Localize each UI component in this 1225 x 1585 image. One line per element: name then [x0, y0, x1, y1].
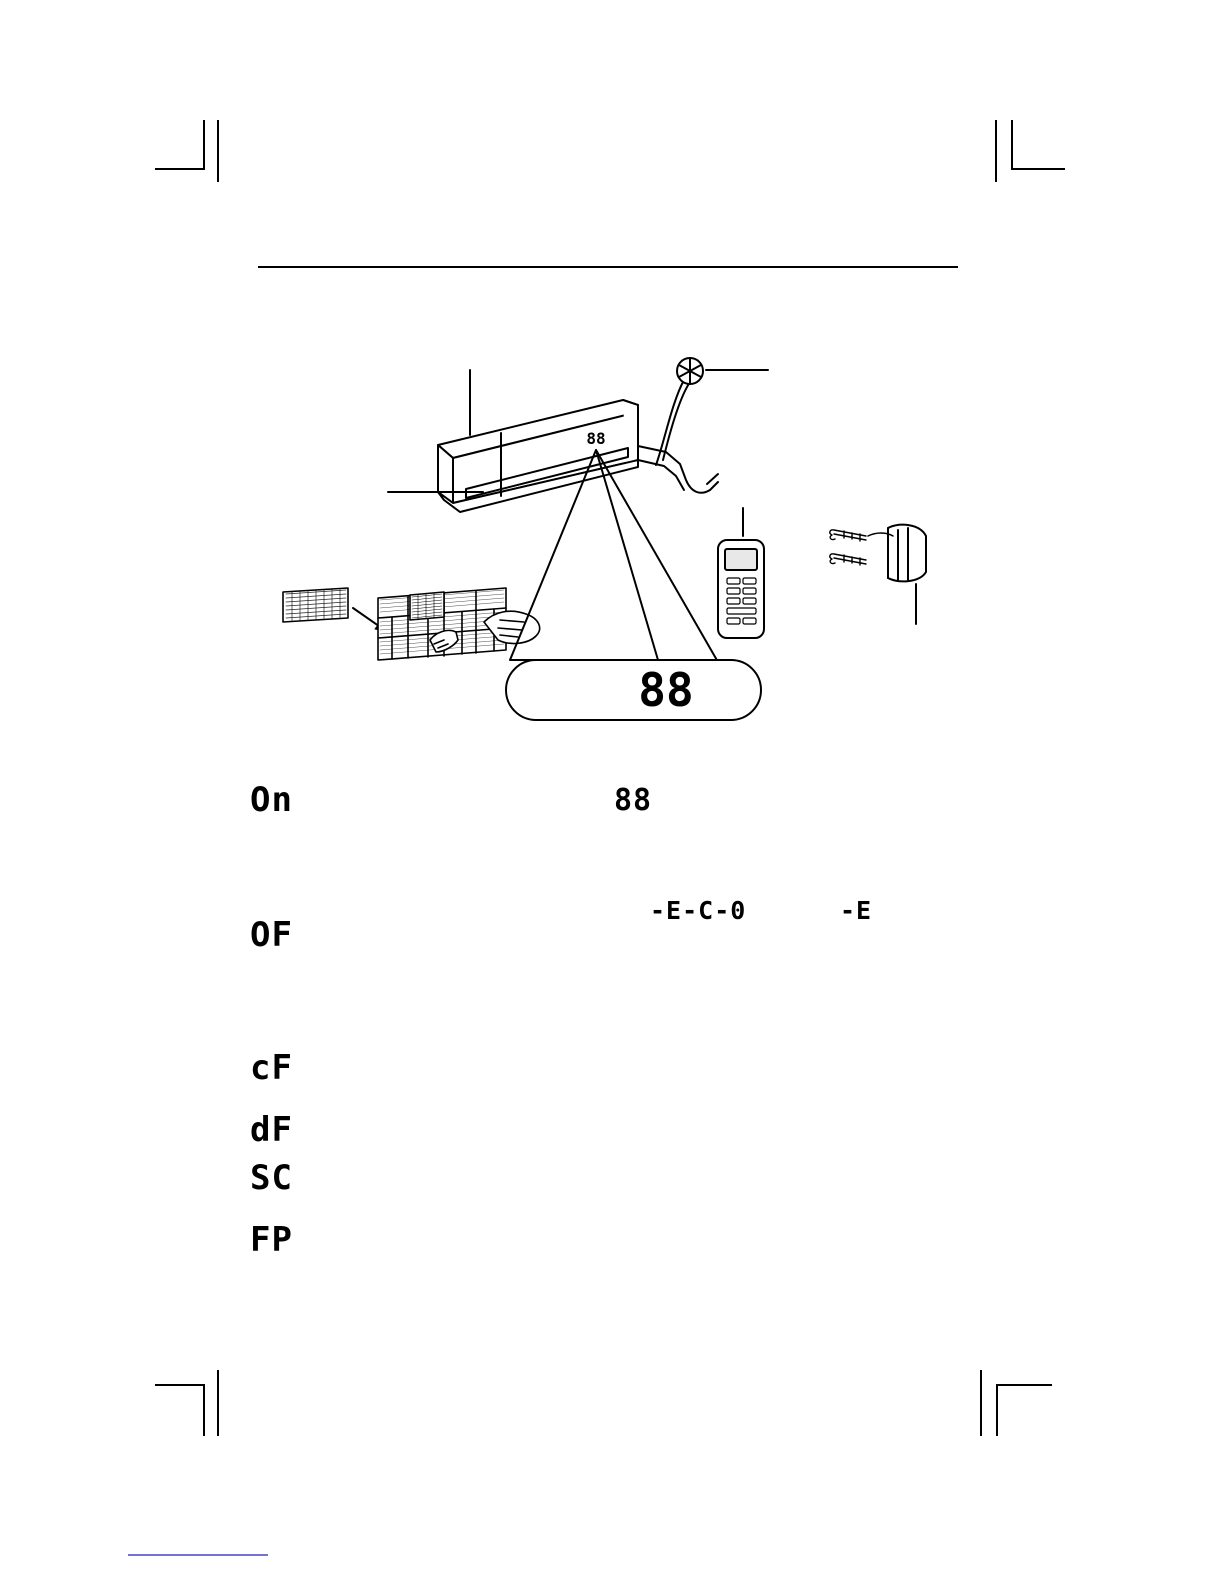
code-df: dF — [250, 1110, 293, 1150]
code-sc: SC — [250, 1158, 293, 1198]
crop-mark-bottom-right — [970, 1370, 1060, 1440]
crop-mark-top-left — [155, 120, 225, 180]
code-e: -E — [840, 896, 873, 925]
page-bottom-marker — [128, 1554, 268, 1556]
installation-figure-svg — [248, 340, 978, 770]
svg-text:88: 88 — [638, 663, 694, 717]
svg-text:88: 88 — [586, 429, 606, 448]
installation-figure — [248, 340, 978, 770]
code-e-c-0: -E-C-0 — [650, 896, 747, 925]
code-fp: FP — [250, 1220, 293, 1260]
code-on: On — [250, 780, 293, 820]
header-divider-rule — [258, 266, 958, 268]
crop-mark-top-right — [985, 120, 1065, 180]
code-88: 88 — [614, 783, 653, 818]
code-of: OF — [250, 915, 293, 955]
crop-mark-bottom-left — [155, 1370, 225, 1440]
code-cf: cF — [250, 1048, 293, 1088]
